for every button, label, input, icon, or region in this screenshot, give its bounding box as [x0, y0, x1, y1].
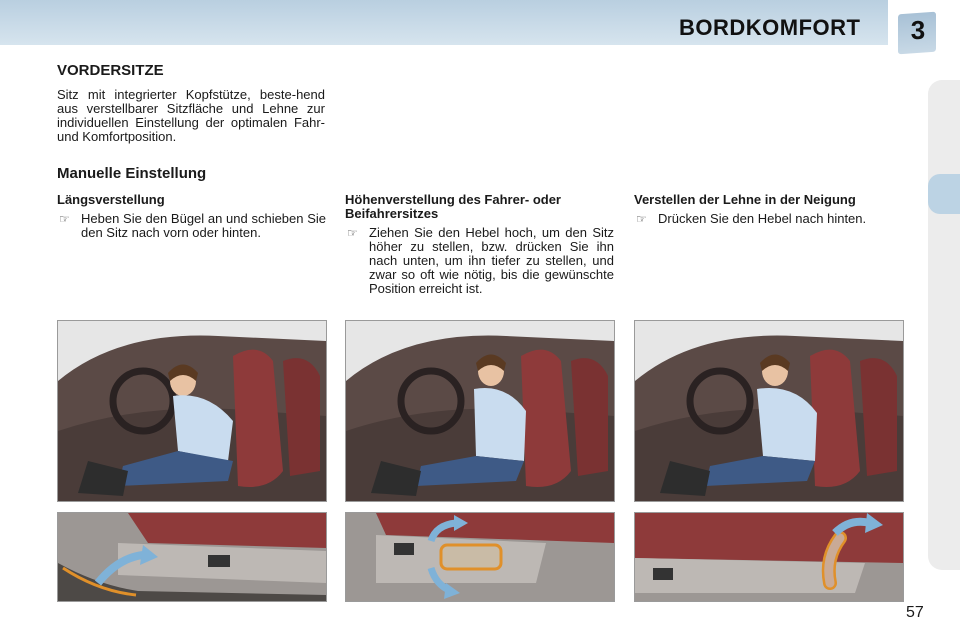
chapter-number: 3 — [910, 15, 926, 45]
column-1-instruction-text: Heben Sie den Bügel an und schieben Sie den Sitz nach vorn oder hinten. — [81, 211, 326, 240]
illustration-backrest-adjustment — [634, 320, 904, 502]
column-3-instruction — [636, 211, 904, 226]
section-intro: Sitz mit integrierter Kopfstütze, beste-hend aus verstellbarer Sitzfläche und Lehne zur individuellen Einstellung der optimalen Fahr- und Komfortposition. — [57, 87, 325, 144]
column-2-instruction — [347, 225, 614, 296]
column-3-title: Verstellen der Lehne in der Neigung — [634, 192, 856, 207]
column-1-instruction — [59, 211, 326, 240]
section-title: VORDERSITZE — [57, 62, 164, 79]
column-3-instruction-text: Drücken Sie den Hebel nach hinten. — [658, 211, 867, 226]
pointing-hand-icon: ☞ — [59, 212, 70, 226]
page-number: 57 — [906, 604, 924, 621]
chapter-title: BORDKOMFORT — [679, 15, 861, 40]
section-subtitle: Manuelle Einstellung — [57, 165, 207, 182]
side-chapter-bar — [928, 80, 960, 570]
detail-backrest-lever — [634, 512, 904, 602]
column-2-instruction-text: Ziehen Sie den Hebel hoch, um den Sitz höher zu stellen, bzw. drücken Sie ihn nach unten, um ihn tiefer zu stellen, und zwar so oft wie nötig, bis die gewünschte Position erreicht ist. — [369, 225, 614, 296]
side-chapter-tab-active — [928, 174, 960, 214]
detail-height-lever — [345, 512, 615, 602]
column-1-title: Längsverstellung — [57, 192, 165, 207]
pointing-hand-icon: ☞ — [347, 226, 358, 240]
illustration-height-adjustment — [345, 320, 615, 502]
pointing-hand-icon: ☞ — [636, 212, 647, 226]
illustration-longitudinal-adjustment — [57, 320, 327, 502]
column-2-title: Höhenverstellung des Fahrer- oder Beifahrersitzes — [345, 192, 561, 221]
detail-seat-rail-bar — [57, 512, 327, 602]
